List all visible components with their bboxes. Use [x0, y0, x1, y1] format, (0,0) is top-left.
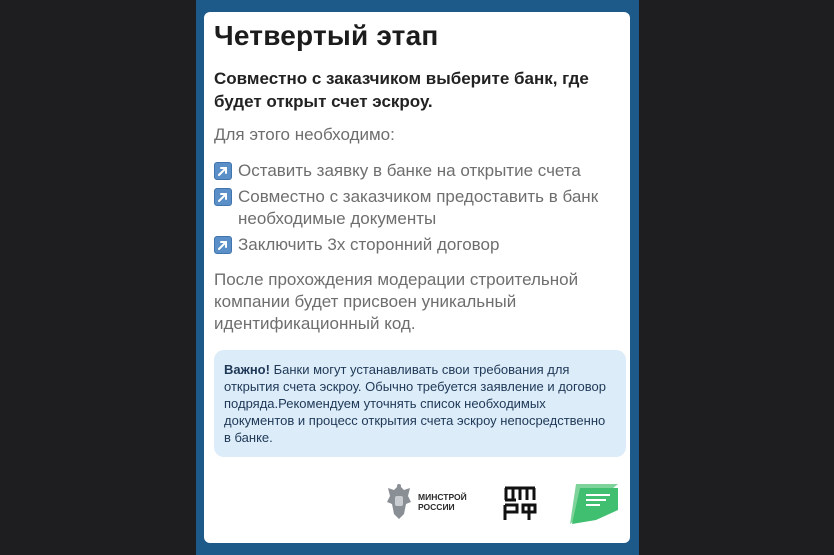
- arrow-up-right-icon: [214, 162, 232, 180]
- step-text: Совместно с заказчиком предоставить в банк необходимые документы: [238, 187, 599, 228]
- subtitle: Совместно с заказчиком выберите банк, где будет открыт счет эскроу.: [214, 69, 589, 111]
- coat-of-arms-icon: [384, 482, 414, 522]
- note-text: Банки могут устанавливать свои требования для открытия счета эскроу. Обычно требуется заявление и договор подряда.Рекомендуем уточнять список необходимых документов и процесс открытия счета эскроу непосредственно в банке.: [224, 362, 606, 445]
- page-title: Четвертый этап: [214, 20, 439, 51]
- minstroy-line1: МИНСТРОЙ: [418, 492, 467, 502]
- important-note: [214, 350, 626, 457]
- step-text: Заключить 3х сторонний договор: [238, 235, 500, 254]
- steps-list: [214, 160, 624, 260]
- arrow-up-right-icon: [214, 236, 232, 254]
- footer-logos: [384, 480, 624, 524]
- domrf-logo: [502, 485, 538, 526]
- list-item: [214, 234, 624, 256]
- step-text: Оставить заявку в банке на открытие счета: [238, 161, 581, 180]
- moderation-text: После прохождения модерации строительной компании будет присвоен уникальный идентификационный код.: [214, 270, 579, 333]
- arrow-up-right-icon: [214, 188, 232, 206]
- list-item: [214, 186, 624, 230]
- minstroy-line2: РОССИИ: [418, 502, 455, 512]
- note-label: Важно!: [224, 362, 270, 377]
- intro-text: Для этого необходимо:: [214, 125, 395, 144]
- list-item: [214, 160, 624, 182]
- national-projects-logo: [566, 480, 622, 529]
- minstroy-logo: [384, 482, 467, 522]
